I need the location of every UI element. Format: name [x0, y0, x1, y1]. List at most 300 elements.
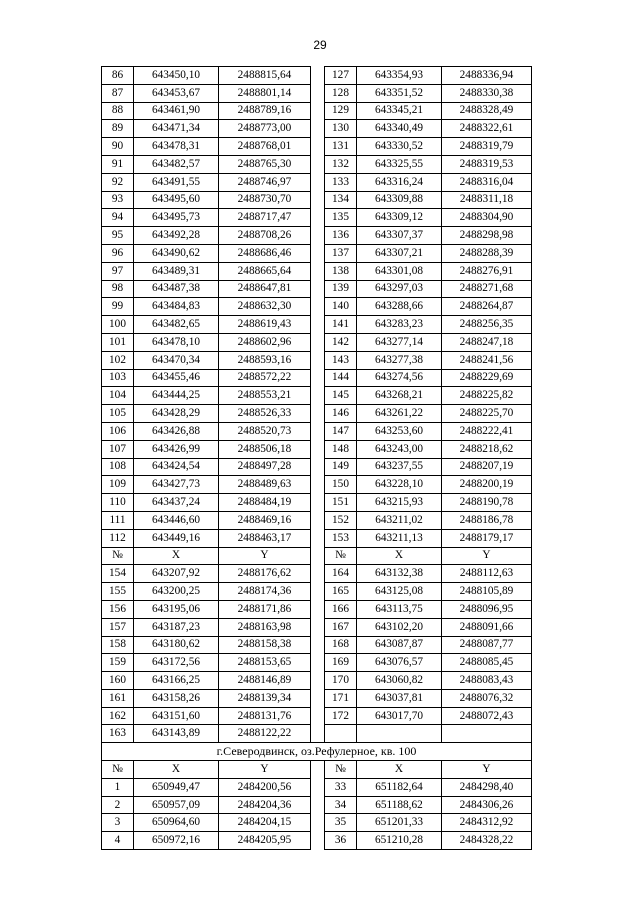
point-number: 162 [102, 707, 134, 725]
table-row [102, 173, 532, 191]
x-coordinate: 643427,73 [134, 476, 219, 494]
header-x: X [357, 761, 442, 779]
y-coordinate: 2488131,76 [219, 707, 311, 725]
x-coordinate: 643261,22 [357, 405, 442, 423]
header-y: Y [442, 761, 532, 779]
x-coordinate: 643426,99 [134, 440, 219, 458]
table-row [102, 262, 532, 280]
column-gap [311, 262, 325, 280]
x-coordinate: 643297,03 [357, 280, 442, 298]
section-title: г.Северодвинск, оз.Рефулерное, кв. 100 [102, 743, 532, 761]
x-coordinate: 643268,21 [357, 387, 442, 405]
x-coordinate: 643195,06 [134, 600, 219, 618]
point-number: 109 [102, 476, 134, 494]
y-coordinate: 2488489,63 [219, 476, 311, 494]
y-coordinate: 2488506,18 [219, 440, 311, 458]
x-coordinate: 643453,67 [134, 84, 219, 102]
point-number: 108 [102, 458, 134, 476]
x-coordinate: 643426,88 [134, 422, 219, 440]
point-number: 106 [102, 422, 134, 440]
y-coordinate: 2488526,33 [219, 405, 311, 423]
x-coordinate: 643172,56 [134, 654, 219, 672]
column-gap [311, 458, 325, 476]
table-row [102, 618, 532, 636]
x-coordinate: 643076,57 [357, 654, 442, 672]
x-coordinate: 643228,10 [357, 476, 442, 494]
column-gap [311, 494, 325, 512]
point-number: 99 [102, 298, 134, 316]
y-coordinate: 2488632,30 [219, 298, 311, 316]
point-number: 158 [102, 636, 134, 654]
column-gap [311, 654, 325, 672]
point-number: 155 [102, 583, 134, 601]
point-number: 36 [325, 832, 357, 850]
column-gap [311, 761, 325, 779]
y-coordinate: 2488298,98 [442, 227, 532, 245]
y-coordinate: 2488163,98 [219, 618, 311, 636]
point-number: 168 [325, 636, 357, 654]
point-number: 157 [102, 618, 134, 636]
table-row [102, 227, 532, 245]
y-coordinate: 2488096,95 [442, 600, 532, 618]
table-row [102, 138, 532, 156]
y-coordinate: 2488271,68 [442, 280, 532, 298]
header-number: № [102, 761, 134, 779]
header-number: № [102, 547, 134, 565]
x-coordinate: 643243,00 [357, 440, 442, 458]
column-gap [311, 333, 325, 351]
point-number: 34 [325, 796, 357, 814]
point-number: 107 [102, 440, 134, 458]
x-coordinate: 643484,83 [134, 298, 219, 316]
y-coordinate: 2488322,61 [442, 120, 532, 138]
table-row [102, 796, 532, 814]
x-coordinate: 643354,93 [357, 67, 442, 85]
column-gap [311, 173, 325, 191]
y-coordinate: 2484312,92 [442, 814, 532, 832]
x-coordinate: 643471,34 [134, 120, 219, 138]
x-coordinate: 643207,92 [134, 565, 219, 583]
column-gap [311, 387, 325, 405]
y-coordinate: 2488122,22 [219, 725, 311, 743]
x-coordinate: 643087,87 [357, 636, 442, 654]
point-number: 145 [325, 387, 357, 405]
y-coordinate: 2488665,64 [219, 262, 311, 280]
table-row [102, 316, 532, 334]
y-coordinate: 2484328,22 [442, 832, 532, 850]
column-gap [311, 316, 325, 334]
table-row [102, 155, 532, 173]
header-x: X [134, 761, 219, 779]
y-coordinate: 2484200,56 [219, 778, 311, 796]
point-number: 135 [325, 209, 357, 227]
point-number: 150 [325, 476, 357, 494]
x-coordinate: 643495,73 [134, 209, 219, 227]
y-coordinate: 2488746,97 [219, 173, 311, 191]
y-coordinate: 2488072,43 [442, 707, 532, 725]
x-coordinate: 650957,09 [134, 796, 219, 814]
table-row [102, 280, 532, 298]
table-header-row [102, 547, 532, 565]
table-row [102, 405, 532, 423]
point-number: 127 [325, 67, 357, 85]
x-coordinate: 643180,62 [134, 636, 219, 654]
y-coordinate: 2488087,77 [442, 636, 532, 654]
x-coordinate: 643309,12 [357, 209, 442, 227]
column-gap [311, 351, 325, 369]
y-coordinate: 2488815,64 [219, 67, 311, 85]
point-number: 143 [325, 351, 357, 369]
table-row [102, 102, 532, 120]
y-coordinate: 2488319,79 [442, 138, 532, 156]
y-coordinate: 2488593,16 [219, 351, 311, 369]
y-coordinate: 2488241,56 [442, 351, 532, 369]
x-coordinate: 643283,23 [357, 316, 442, 334]
y-coordinate: 2488218,62 [442, 440, 532, 458]
x-coordinate: 643211,13 [357, 529, 442, 547]
x-coordinate: 643491,55 [134, 173, 219, 191]
y-coordinate: 2488076,32 [442, 689, 532, 707]
point-number: 87 [102, 84, 134, 102]
point-number: 89 [102, 120, 134, 138]
point-number: 153 [325, 529, 357, 547]
y-coordinate: 2488222,41 [442, 422, 532, 440]
y-coordinate: 2484306,26 [442, 796, 532, 814]
header-number: № [325, 761, 357, 779]
y-coordinate: 2488469,16 [219, 511, 311, 529]
y-coordinate: 2488717,47 [219, 209, 311, 227]
y-coordinate: 2488276,91 [442, 262, 532, 280]
point-number: 93 [102, 191, 134, 209]
table-row [102, 422, 532, 440]
table-row [102, 707, 532, 725]
y-coordinate: 2488708,26 [219, 227, 311, 245]
point-number: 148 [325, 440, 357, 458]
x-coordinate: 643288,66 [357, 298, 442, 316]
point-number: 166 [325, 600, 357, 618]
column-gap [311, 476, 325, 494]
column-gap [311, 120, 325, 138]
x-coordinate: 643060,82 [357, 672, 442, 690]
point-number: 103 [102, 369, 134, 387]
y-coordinate [442, 725, 532, 743]
point-number: 111 [102, 511, 134, 529]
y-coordinate: 2488176,62 [219, 565, 311, 583]
table-row [102, 778, 532, 796]
point-number: 112 [102, 529, 134, 547]
table-row [102, 565, 532, 583]
y-coordinate: 2488153,65 [219, 654, 311, 672]
point-number: 139 [325, 280, 357, 298]
column-gap [311, 547, 325, 565]
x-coordinate: 643444,25 [134, 387, 219, 405]
point-number: 129 [325, 102, 357, 120]
table-row [102, 583, 532, 601]
column-gap [311, 191, 325, 209]
column-gap [311, 138, 325, 156]
point-number: 96 [102, 244, 134, 262]
table-row [102, 636, 532, 654]
point-number: 130 [325, 120, 357, 138]
point-number: 2 [102, 796, 134, 814]
x-coordinate: 643307,37 [357, 227, 442, 245]
y-coordinate: 2488311,18 [442, 191, 532, 209]
column-gap [311, 84, 325, 102]
x-coordinate: 643325,55 [357, 155, 442, 173]
column-gap [311, 672, 325, 690]
y-coordinate: 2488091,66 [442, 618, 532, 636]
y-coordinate: 2488085,45 [442, 654, 532, 672]
point-number: 164 [325, 565, 357, 583]
point-number: 104 [102, 387, 134, 405]
header-y: Y [219, 761, 311, 779]
y-coordinate: 2488304,90 [442, 209, 532, 227]
point-number: 149 [325, 458, 357, 476]
point-number: 3 [102, 814, 134, 832]
column-gap [311, 440, 325, 458]
column-gap [311, 636, 325, 654]
table-row [102, 494, 532, 512]
column-gap [311, 778, 325, 796]
column-gap [311, 422, 325, 440]
point-number: 140 [325, 298, 357, 316]
x-coordinate: 643237,55 [357, 458, 442, 476]
point-number: 102 [102, 351, 134, 369]
column-gap [311, 155, 325, 173]
table-row [102, 191, 532, 209]
y-coordinate: 2488256,35 [442, 316, 532, 334]
x-coordinate: 651182,64 [357, 778, 442, 796]
column-gap [311, 618, 325, 636]
point-number: 98 [102, 280, 134, 298]
column-gap [311, 227, 325, 245]
y-coordinate: 2488264,87 [442, 298, 532, 316]
table-row [102, 600, 532, 618]
y-coordinate: 2488789,16 [219, 102, 311, 120]
column-gap [311, 369, 325, 387]
table-row [102, 654, 532, 672]
x-coordinate: 650972,16 [134, 832, 219, 850]
x-coordinate: 643330,52 [357, 138, 442, 156]
x-coordinate: 643449,16 [134, 529, 219, 547]
x-coordinate: 643316,24 [357, 173, 442, 191]
y-coordinate: 2488319,53 [442, 155, 532, 173]
table-row [102, 387, 532, 405]
y-coordinate: 2484298,40 [442, 778, 532, 796]
y-coordinate: 2488247,18 [442, 333, 532, 351]
y-coordinate: 2488083,43 [442, 672, 532, 690]
x-coordinate: 643482,57 [134, 155, 219, 173]
table-row [102, 84, 532, 102]
point-number: 151 [325, 494, 357, 512]
point-number: 152 [325, 511, 357, 529]
point-number: 105 [102, 405, 134, 423]
x-coordinate: 643151,60 [134, 707, 219, 725]
table-row [102, 369, 532, 387]
x-coordinate: 643424,54 [134, 458, 219, 476]
point-number: 163 [102, 725, 134, 743]
point-number: 170 [325, 672, 357, 690]
x-coordinate: 643345,21 [357, 102, 442, 120]
x-coordinate: 643490,62 [134, 244, 219, 262]
y-coordinate: 2484204,36 [219, 796, 311, 814]
y-coordinate: 2484204,15 [219, 814, 311, 832]
y-coordinate: 2488174,36 [219, 583, 311, 601]
column-gap [311, 67, 325, 85]
point-number: 138 [325, 262, 357, 280]
point-number: 100 [102, 316, 134, 334]
point-number: 94 [102, 209, 134, 227]
y-coordinate: 2488158,38 [219, 636, 311, 654]
point-number: 154 [102, 565, 134, 583]
y-coordinate: 2488190,78 [442, 494, 532, 512]
x-coordinate: 643301,08 [357, 262, 442, 280]
y-coordinate: 2488602,96 [219, 333, 311, 351]
y-coordinate: 2488773,00 [219, 120, 311, 138]
column-gap [311, 600, 325, 618]
x-coordinate: 643187,23 [134, 618, 219, 636]
point-number: 144 [325, 369, 357, 387]
x-coordinate: 643166,25 [134, 672, 219, 690]
column-gap [311, 725, 325, 743]
point-number: 169 [325, 654, 357, 672]
header-x: X [357, 547, 442, 565]
point-number: 88 [102, 102, 134, 120]
x-coordinate: 643274,56 [357, 369, 442, 387]
y-coordinate: 2488105,89 [442, 583, 532, 601]
point-number: 33 [325, 778, 357, 796]
y-coordinate: 2488801,14 [219, 84, 311, 102]
column-gap [311, 707, 325, 725]
table-row [102, 440, 532, 458]
y-coordinate: 2488146,89 [219, 672, 311, 690]
x-coordinate: 643211,02 [357, 511, 442, 529]
point-number: 1 [102, 778, 134, 796]
x-coordinate: 643307,21 [357, 244, 442, 262]
point-number: 131 [325, 138, 357, 156]
header-number: № [325, 547, 357, 565]
y-coordinate: 2488200,19 [442, 476, 532, 494]
y-coordinate: 2488207,19 [442, 458, 532, 476]
y-coordinate: 2488229,69 [442, 369, 532, 387]
column-gap [311, 280, 325, 298]
x-coordinate: 643450,10 [134, 67, 219, 85]
y-coordinate: 2488463,17 [219, 529, 311, 547]
point-number: 171 [325, 689, 357, 707]
column-gap [311, 583, 325, 601]
column-gap [311, 814, 325, 832]
y-coordinate: 2488336,94 [442, 67, 532, 85]
x-coordinate: 643277,38 [357, 351, 442, 369]
y-coordinate: 2488225,82 [442, 387, 532, 405]
x-coordinate: 650949,47 [134, 778, 219, 796]
page-number: 29 [313, 38, 327, 52]
x-coordinate: 643446,60 [134, 511, 219, 529]
y-coordinate: 2488139,34 [219, 689, 311, 707]
table-row [102, 351, 532, 369]
x-coordinate: 643428,29 [134, 405, 219, 423]
y-coordinate: 2488330,38 [442, 84, 532, 102]
table-row [102, 67, 532, 85]
table-row [102, 529, 532, 547]
y-coordinate: 2488553,21 [219, 387, 311, 405]
x-coordinate: 643455,46 [134, 369, 219, 387]
x-coordinate [357, 725, 442, 743]
column-gap [311, 244, 325, 262]
x-coordinate: 643017,70 [357, 707, 442, 725]
y-coordinate: 2488520,73 [219, 422, 311, 440]
column-gap [311, 405, 325, 423]
header-x: X [134, 547, 219, 565]
y-coordinate: 2488686,46 [219, 244, 311, 262]
table-row [102, 814, 532, 832]
x-coordinate: 643200,25 [134, 583, 219, 601]
column-gap [311, 689, 325, 707]
y-coordinate: 2488171,86 [219, 600, 311, 618]
point-number: 101 [102, 333, 134, 351]
table-row [102, 476, 532, 494]
table-row [102, 298, 532, 316]
point-number: 132 [325, 155, 357, 173]
x-coordinate: 643037,81 [357, 689, 442, 707]
header-y: Y [442, 547, 532, 565]
x-coordinate: 643215,93 [357, 494, 442, 512]
table-header-row [102, 761, 532, 779]
y-coordinate: 2488328,49 [442, 102, 532, 120]
point-number [325, 725, 357, 743]
table-row [102, 725, 532, 743]
table-row [102, 672, 532, 690]
y-coordinate: 2488288,39 [442, 244, 532, 262]
x-coordinate: 643461,90 [134, 102, 219, 120]
column-gap [311, 511, 325, 529]
y-coordinate: 2488572,22 [219, 369, 311, 387]
x-coordinate: 651210,28 [357, 832, 442, 850]
x-coordinate: 643340,49 [357, 120, 442, 138]
point-number: 95 [102, 227, 134, 245]
x-coordinate: 643478,31 [134, 138, 219, 156]
column-gap [311, 102, 325, 120]
x-coordinate: 643309,88 [357, 191, 442, 209]
x-coordinate: 643351,52 [357, 84, 442, 102]
x-coordinate: 651188,62 [357, 796, 442, 814]
point-number: 146 [325, 405, 357, 423]
point-number: 147 [325, 422, 357, 440]
x-coordinate: 643113,75 [357, 600, 442, 618]
x-coordinate: 643143,89 [134, 725, 219, 743]
point-number: 161 [102, 689, 134, 707]
y-coordinate: 2488647,81 [219, 280, 311, 298]
x-coordinate: 643132,38 [357, 565, 442, 583]
point-number: 91 [102, 155, 134, 173]
point-number: 165 [325, 583, 357, 601]
point-number: 97 [102, 262, 134, 280]
section-title-row [102, 743, 532, 761]
x-coordinate: 643478,10 [134, 333, 219, 351]
point-number: 133 [325, 173, 357, 191]
point-number: 172 [325, 707, 357, 725]
column-gap [311, 529, 325, 547]
point-number: 160 [102, 672, 134, 690]
x-coordinate: 643489,31 [134, 262, 219, 280]
y-coordinate: 2488179,17 [442, 529, 532, 547]
point-number: 167 [325, 618, 357, 636]
point-number: 137 [325, 244, 357, 262]
column-gap [311, 832, 325, 850]
y-coordinate: 2488619,43 [219, 316, 311, 334]
table-row [102, 244, 532, 262]
table-row [102, 511, 532, 529]
